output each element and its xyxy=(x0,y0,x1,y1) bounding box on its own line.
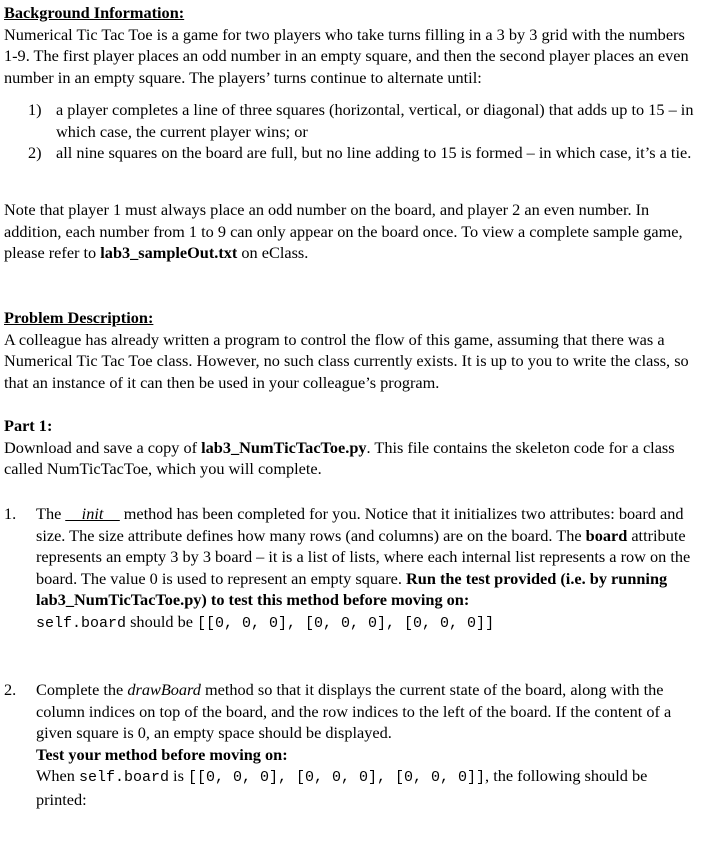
end-condition-item xyxy=(4,99,701,142)
test-instruction: Run the test provided (i.e. by running lab3_NumTicTacToe.py) to test this method before moving on: xyxy=(36,568,668,610)
code-self-board: self.board xyxy=(78,769,169,787)
step-text: method so that it displays the current state of the board, along with the column indices on top of the board, and the row indices to the left of the board. If the content of a given square is 0, an empty space should be displayed. xyxy=(36,680,672,743)
end-condition-item xyxy=(4,142,701,164)
note-text-end: on eClass. xyxy=(237,243,309,263)
step-text: is xyxy=(168,766,188,786)
step-text: , the following should be printed: xyxy=(36,766,648,809)
step-2 xyxy=(4,679,701,811)
step-number: 2. xyxy=(4,680,17,699)
problem-heading: Problem Description: xyxy=(4,308,154,327)
note-paragraph xyxy=(4,199,701,264)
part1-section xyxy=(4,415,701,480)
part1-heading: Part 1: xyxy=(4,416,53,435)
step-text: Complete the xyxy=(36,680,128,699)
problem-section xyxy=(4,307,701,393)
code-self-board: self.board xyxy=(36,614,127,632)
problem-text: A colleague has already written a program to control the flow of this game, assuming that there was a Numerical Tic Tac Toe class. However, no such class currently exists. It is up to you to write the class, so that an instance of it can then be used in your colleague’s program. xyxy=(4,329,689,392)
skeleton-filename: lab3_NumTicTacToe.py xyxy=(201,437,367,457)
step-text: attribute represents an empty 3 by 3 board – it is a list of lists, where each internal list represents a row on the board. The value 0 is used to represent an empty square. xyxy=(36,525,691,588)
end-condition-number: 1) xyxy=(28,100,42,119)
board-attribute-name: board xyxy=(585,525,628,545)
background-heading: Background Information: xyxy=(4,3,185,22)
background-section xyxy=(4,2,701,88)
code-empty-board: [[0, 0, 0], [0, 0, 0], [0, 0, 0]] xyxy=(197,614,495,632)
step-text: should be xyxy=(126,611,198,631)
end-condition-text: all nine squares on the board are full, but no line adding to 15 is formed – in which case, it’s a tie. xyxy=(56,143,692,163)
step-text: When xyxy=(36,766,79,786)
end-condition-number: 2) xyxy=(28,143,42,163)
drawboard-method-name: drawBoard xyxy=(127,680,201,699)
step-text: The xyxy=(36,504,66,523)
step-number: 1. xyxy=(4,504,17,523)
test-instruction: Test your method before moving on: xyxy=(36,744,288,764)
part1-text-end: . This file contains the skeleton code for a class called NumTicTacToe, which you will complete. xyxy=(4,437,675,479)
step-text: method has been completed for you. Notice that it initializes two attributes: board and size. The size attribute defines how many rows (and columns) are on the board. The xyxy=(36,504,684,545)
code-empty-board: [[0, 0, 0], [0, 0, 0], [0, 0, 0]] xyxy=(187,769,486,787)
sample-output-filename: lab3_sampleOut.txt xyxy=(100,243,238,263)
end-condition-text: a player completes a line of three squares (horizontal, vertical, or diagonal) that adds up to 15 – in which case, the current player wins; or xyxy=(56,100,694,141)
step-1 xyxy=(4,503,701,635)
note-text: Note that player 1 must always place an odd number on the board, and player 2 an even number. In addition, each number from 1 to 9 can only appear on the board once. To view a complete sample game, please refer to xyxy=(4,200,683,263)
part1-text: Download and save a copy of xyxy=(4,437,202,457)
end-conditions-list xyxy=(4,99,701,164)
background-intro: Numerical Tic Tac Toe is a game for two players who take turns filling in a 3 by 3 grid with the numbers 1-9. The first player places an odd number in an empty square, and then the second player places an even number in an empty square. The players’ turns continue to alternate until: xyxy=(4,24,689,87)
init-method-name: __init__ xyxy=(65,504,120,523)
